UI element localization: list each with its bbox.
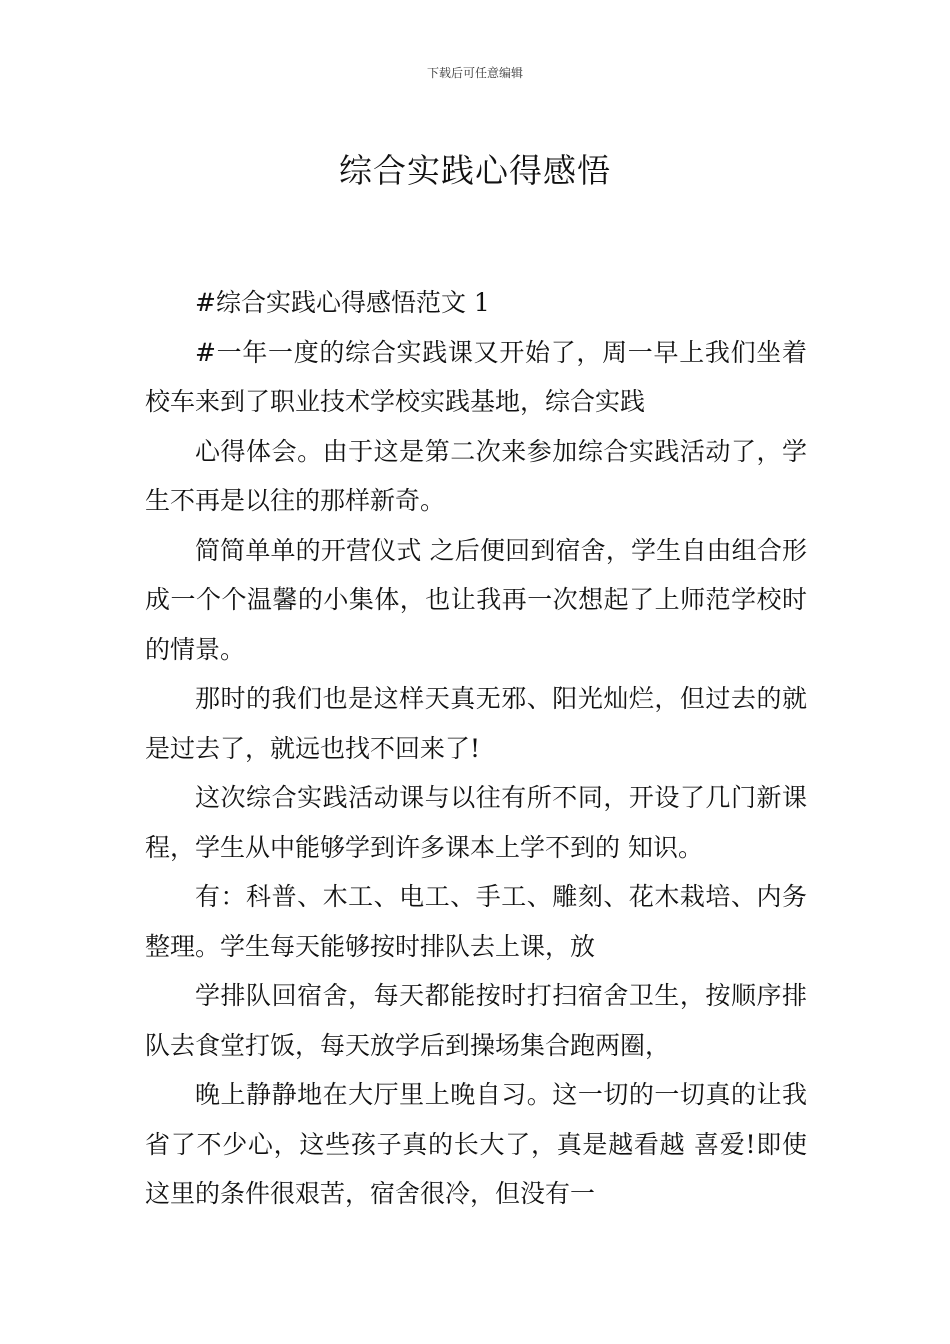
paragraph-9: 晚上静静地在大厅里上晚自习。这一切的一切真的让我省了不少心，这些孩子真的长大了，真是越看越 喜爱!即使这里的条件很艰苦，宿舍很冷，但没有一	[145, 1080, 807, 1208]
header-note: 下载后可任意编辑	[426, 66, 523, 80]
paragraph-3: 心得体会。由于这是第二次来参加综合实践活动了，学生不再是以往的那样新奇。	[145, 436, 807, 515]
paragraph-5: 那时的我们也是这样天真无邪、阳光灿烂，但过去的就是过去了，就远也找不回来了!	[145, 684, 807, 763]
document-body	[145, 278, 807, 1219]
paragraph-8: 学排队回宿舍，每天都能按时打扫宿舍卫生，按顺序排队去食堂打饭，每天放学后到操场集合跑两圈，	[145, 981, 807, 1060]
document-title: 综合实践心得感悟	[339, 151, 611, 191]
paragraph-6: 这次综合实践活动课与以往有所不同，开设了几门新课程，学生从中能够学到许多课本上学不到的 知识。	[145, 783, 807, 862]
paragraph-1: #综合实践心得感悟范文 1	[195, 288, 490, 317]
paragraph-7: 有：科普、木工、电工、手工、雕刻、花木栽培、内务整理。学生每天能够按时排队去上课，放	[145, 882, 807, 961]
paragraph-2: #一年一度的综合实践课又开始了，周一早上我们坐着校车来到了职业技术学校实践基地，综合实践	[145, 337, 807, 416]
paragraph-4: 简简单单的开营仪式 之后便回到宿舍，学生自由组合形成一个个温馨的小集体，也让我再一次想起了上师范学校时的情景。	[145, 535, 807, 664]
